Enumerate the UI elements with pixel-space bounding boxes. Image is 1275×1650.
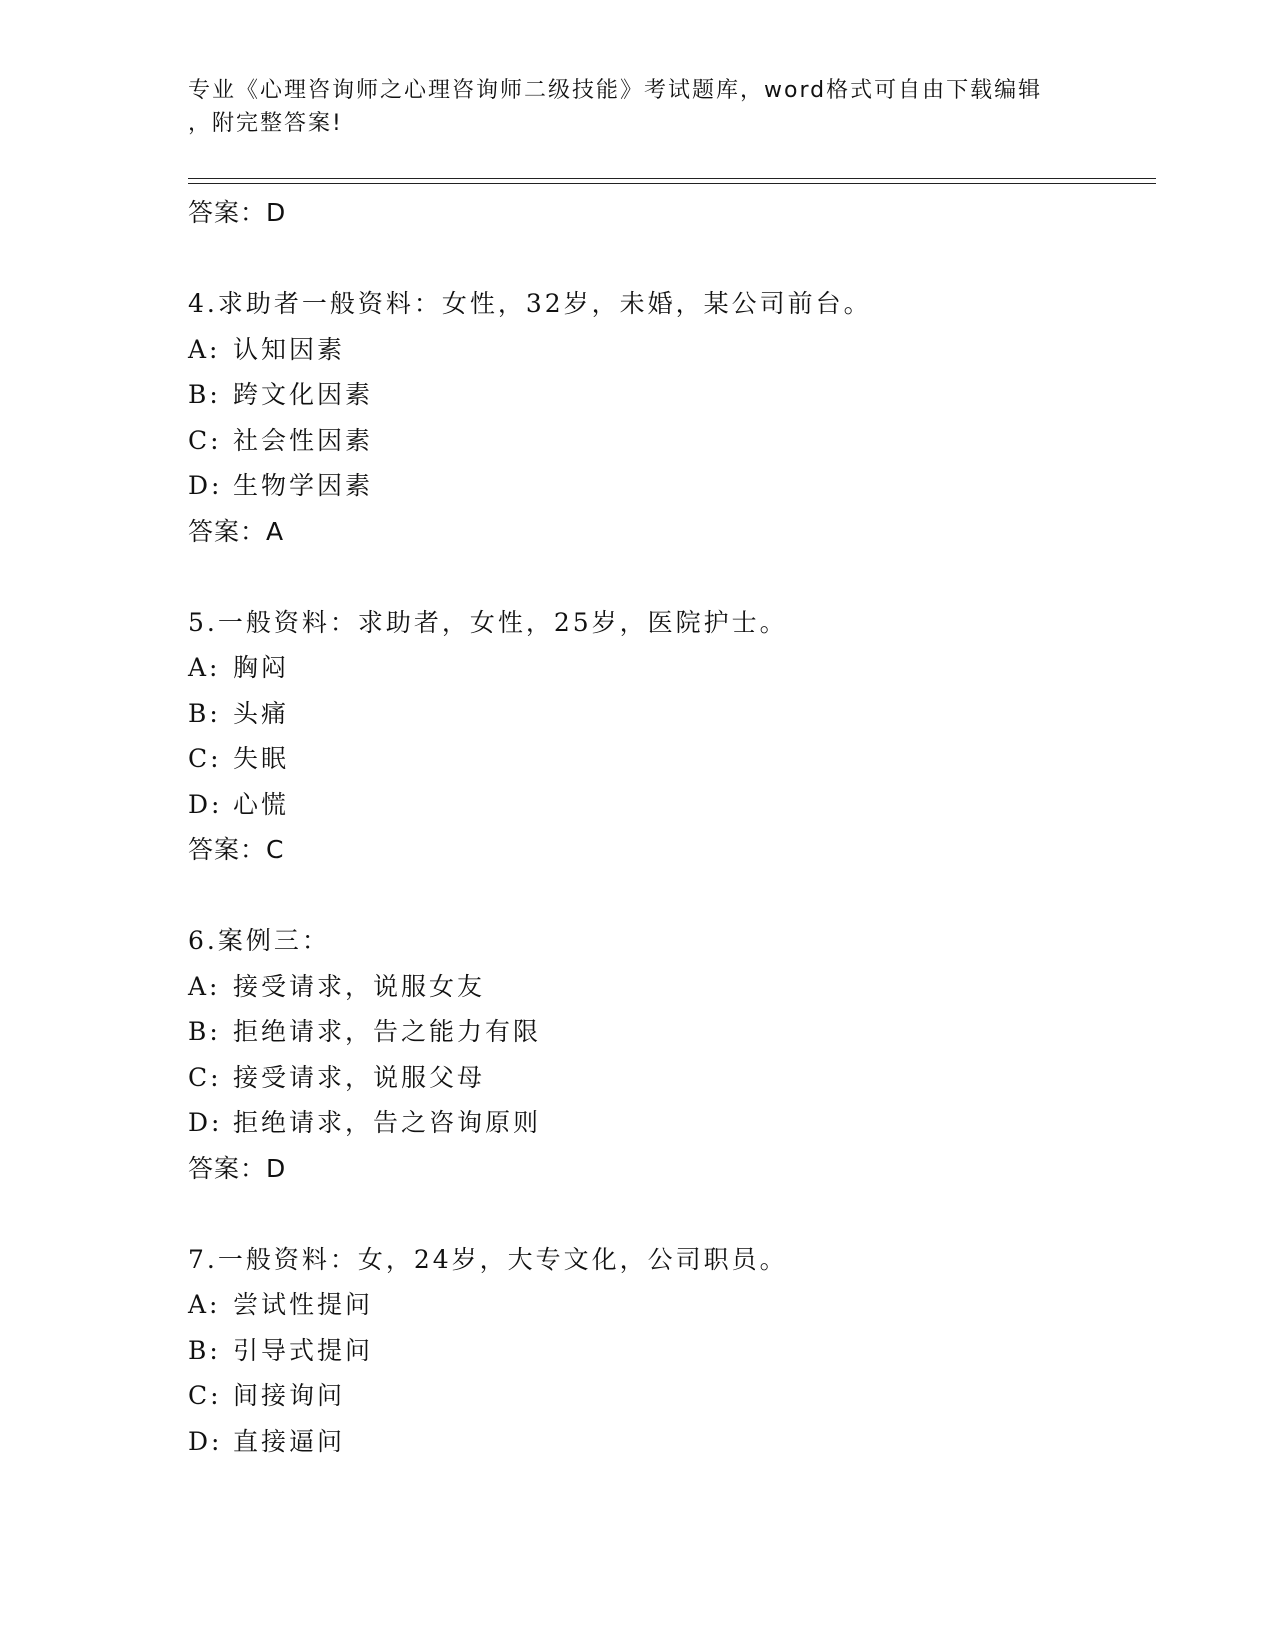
option-a: [188, 1282, 1148, 1328]
option-text: 引导式提问: [233, 1335, 374, 1365]
option-label: D:: [188, 789, 223, 819]
option-text: 社会性因素: [233, 425, 374, 455]
header-line-1: 专业《心理咨询师之心理咨询师二级技能》考试题库，word格式可自由下载编辑: [188, 78, 1043, 103]
option-text: 认知因素: [233, 334, 346, 364]
answer-line: 答案：D: [188, 1153, 287, 1183]
option-label: C:: [188, 1062, 222, 1092]
option-label: A:: [188, 1290, 221, 1319]
option-text: 跨文化因素: [233, 380, 374, 409]
option-label: C:: [188, 425, 222, 455]
option-text: 心慌: [233, 789, 290, 819]
option-label: B:: [188, 1017, 221, 1046]
answer-line: 答案：A: [188, 516, 285, 546]
question-7: [188, 1237, 1148, 1465]
option-c: [188, 1373, 1148, 1419]
question-stem: 5.一般资料：求助者，女性，25岁，医院护士。: [188, 607, 788, 637]
answer-line: 答案：C: [188, 835, 285, 864]
option-b: [188, 691, 1148, 737]
option-label: D:: [188, 1426, 223, 1456]
option-label: A:: [188, 971, 221, 1001]
option-b: [188, 1009, 1148, 1055]
option-text: 生物学因素: [233, 471, 374, 500]
option-label: A:: [188, 334, 221, 364]
option-a: [188, 964, 1148, 1010]
option-text: 接受请求，说服父母: [233, 1062, 486, 1092]
option-d: [188, 463, 1148, 509]
option-label: D:: [188, 471, 223, 500]
option-c: [188, 418, 1148, 464]
option-a: [188, 645, 1148, 691]
question-list: [188, 190, 1148, 1464]
option-c: [188, 1055, 1148, 1101]
option-a: [188, 327, 1148, 373]
header-line-2: ，附完整答案!: [188, 111, 343, 136]
option-label: B:: [188, 1335, 221, 1365]
option-text: 接受请求，说服女友: [233, 971, 486, 1001]
header-divider-bottom: [188, 183, 1156, 184]
option-text: 拒绝请求，告之能力有限: [233, 1017, 542, 1046]
option-b: [188, 372, 1148, 418]
option-label: B:: [188, 380, 221, 409]
answer-line: 答案：D: [188, 198, 287, 227]
option-text: 间接询问: [233, 1381, 346, 1410]
option-label: A:: [188, 653, 221, 682]
option-d: [188, 782, 1148, 828]
option-label: B:: [188, 698, 221, 728]
option-text: 胸闷: [233, 653, 290, 682]
header-divider-top: [188, 178, 1156, 179]
option-text: 头痛: [233, 698, 290, 728]
option-d: [188, 1100, 1148, 1146]
question-4: [188, 281, 1148, 554]
question-stem: 7.一般资料：女，24岁，大专文化，公司职员。: [188, 1244, 788, 1274]
question-5: [188, 600, 1148, 873]
option-b: [188, 1328, 1148, 1374]
document-header: [188, 74, 1088, 140]
option-text: 尝试性提问: [233, 1290, 374, 1319]
option-label: C:: [188, 1381, 222, 1410]
question-6: [188, 918, 1148, 1191]
question-stem: 4.求助者一般资料：女性，32岁，未婚，某公司前台。: [188, 289, 872, 318]
option-d: [188, 1419, 1148, 1465]
option-label: C:: [188, 744, 222, 773]
option-text: 拒绝请求，告之咨询原则: [233, 1108, 542, 1137]
option-text: 直接逼问: [233, 1426, 346, 1456]
option-label: D:: [188, 1108, 223, 1137]
option-c: [188, 736, 1148, 782]
option-text: 失眠: [233, 744, 290, 773]
question-stem: 6.案例三：: [188, 926, 330, 955]
